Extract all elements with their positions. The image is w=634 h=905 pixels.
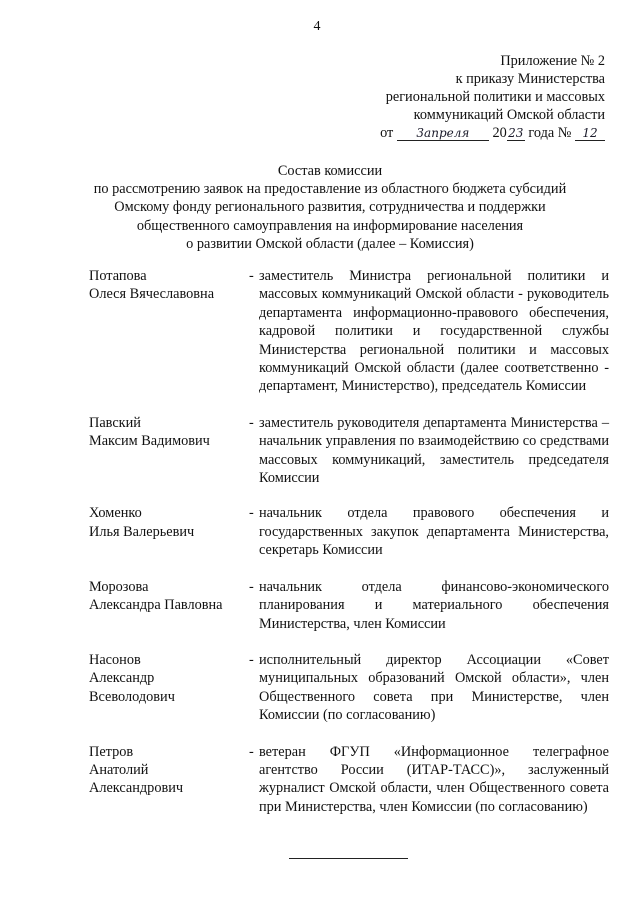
appendix-order-ref: к приказу Министерства <box>455 71 605 87</box>
member-role: заместитель Министра региональной политики и массовых коммуникаций Омской области - руководитель департамента информационно-правового обеспечения, кадровой политики и государственной службы Министерства региональной политики и массовых коммуникаций Омской области (далее соответственно - департамент, Министерство), председатель Комиссии <box>259 268 609 395</box>
commission-member-list <box>89 267 609 816</box>
appendix-block <box>305 52 605 142</box>
member-name: Насонов Александр Всеволодович <box>89 651 175 705</box>
appendix-ministry-line-2: коммуникаций Омской области <box>413 107 605 123</box>
member-row <box>89 414 609 488</box>
handwritten-date: 3апреля <box>397 126 489 141</box>
member-dash: - <box>249 743 254 760</box>
member-name: Потапова Олеся Вячеславовна <box>89 268 215 303</box>
heading-title: Состав комиссии <box>277 163 383 179</box>
handwritten-year: 23 <box>508 126 524 140</box>
member-row <box>89 651 609 725</box>
member-dash: - <box>249 505 254 522</box>
member-row <box>89 504 609 559</box>
page-number: 4 <box>313 19 321 34</box>
member-role: ветеран ФГУП «Информационное телеграфное агентство России (ИТАР-ТАСС)», заслуженный журналист Омской области, член Общественного совета при Министерства, член Комиссии (по согласованию) <box>259 743 609 815</box>
order-date-line <box>305 124 605 142</box>
member-name: Петров Анатолий Александрович <box>89 743 184 797</box>
member-role: начальник отдела финансово-экономического планирования и материального обеспечения Министерства, член Комиссии <box>259 578 609 632</box>
handwritten-order-number: 12 <box>575 126 605 141</box>
member-row <box>89 743 609 817</box>
heading-line-4: общественного самоуправления на информирование населения <box>136 217 524 234</box>
member-role: исполнительный директор Ассоциации «Совет муниципальных образований Омской области», член Общественного совета при Министерстве, член Комиссии (по согласованию) <box>259 651 609 724</box>
member-role: заместитель руководителя департамента Министерства – начальник управления по взаимодействию со средствами массовых коммуникаций, заместитель председателя Комиссии <box>259 414 609 487</box>
appendix-title: Приложение № 2 <box>500 53 605 69</box>
member-row <box>89 267 609 396</box>
from-label: от <box>380 125 394 141</box>
member-dash: - <box>249 578 254 595</box>
year-prefix: 20 <box>492 125 507 141</box>
closing-divider <box>289 858 408 859</box>
heading-line-2: по рассмотрению заявок на предоставление из областного бюджета субсидий <box>93 181 567 198</box>
member-row <box>89 578 609 633</box>
member-name: Морозова Александра Павловна <box>89 578 223 614</box>
member-role: начальник отдела правового обеспечения и государственных закупок департамента Министерства, секретарь Комиссии <box>259 505 609 559</box>
member-dash: - <box>249 414 254 431</box>
member-name: Павский Максим Вадимович <box>89 414 210 450</box>
member-dash: - <box>249 651 254 668</box>
document-heading <box>40 162 620 253</box>
year-number-label: года № <box>528 125 572 141</box>
member-dash: - <box>249 268 254 284</box>
heading-line-5: о развитии Омской области (далее – Комиссия) <box>186 235 474 252</box>
appendix-ministry-line: региональной политики и массовых <box>385 89 605 105</box>
heading-line-3: Омскому фонду регионального развития, сотрудничества и поддержки <box>114 199 546 216</box>
member-name: Хоменко Илья Валерьевич <box>89 505 195 540</box>
